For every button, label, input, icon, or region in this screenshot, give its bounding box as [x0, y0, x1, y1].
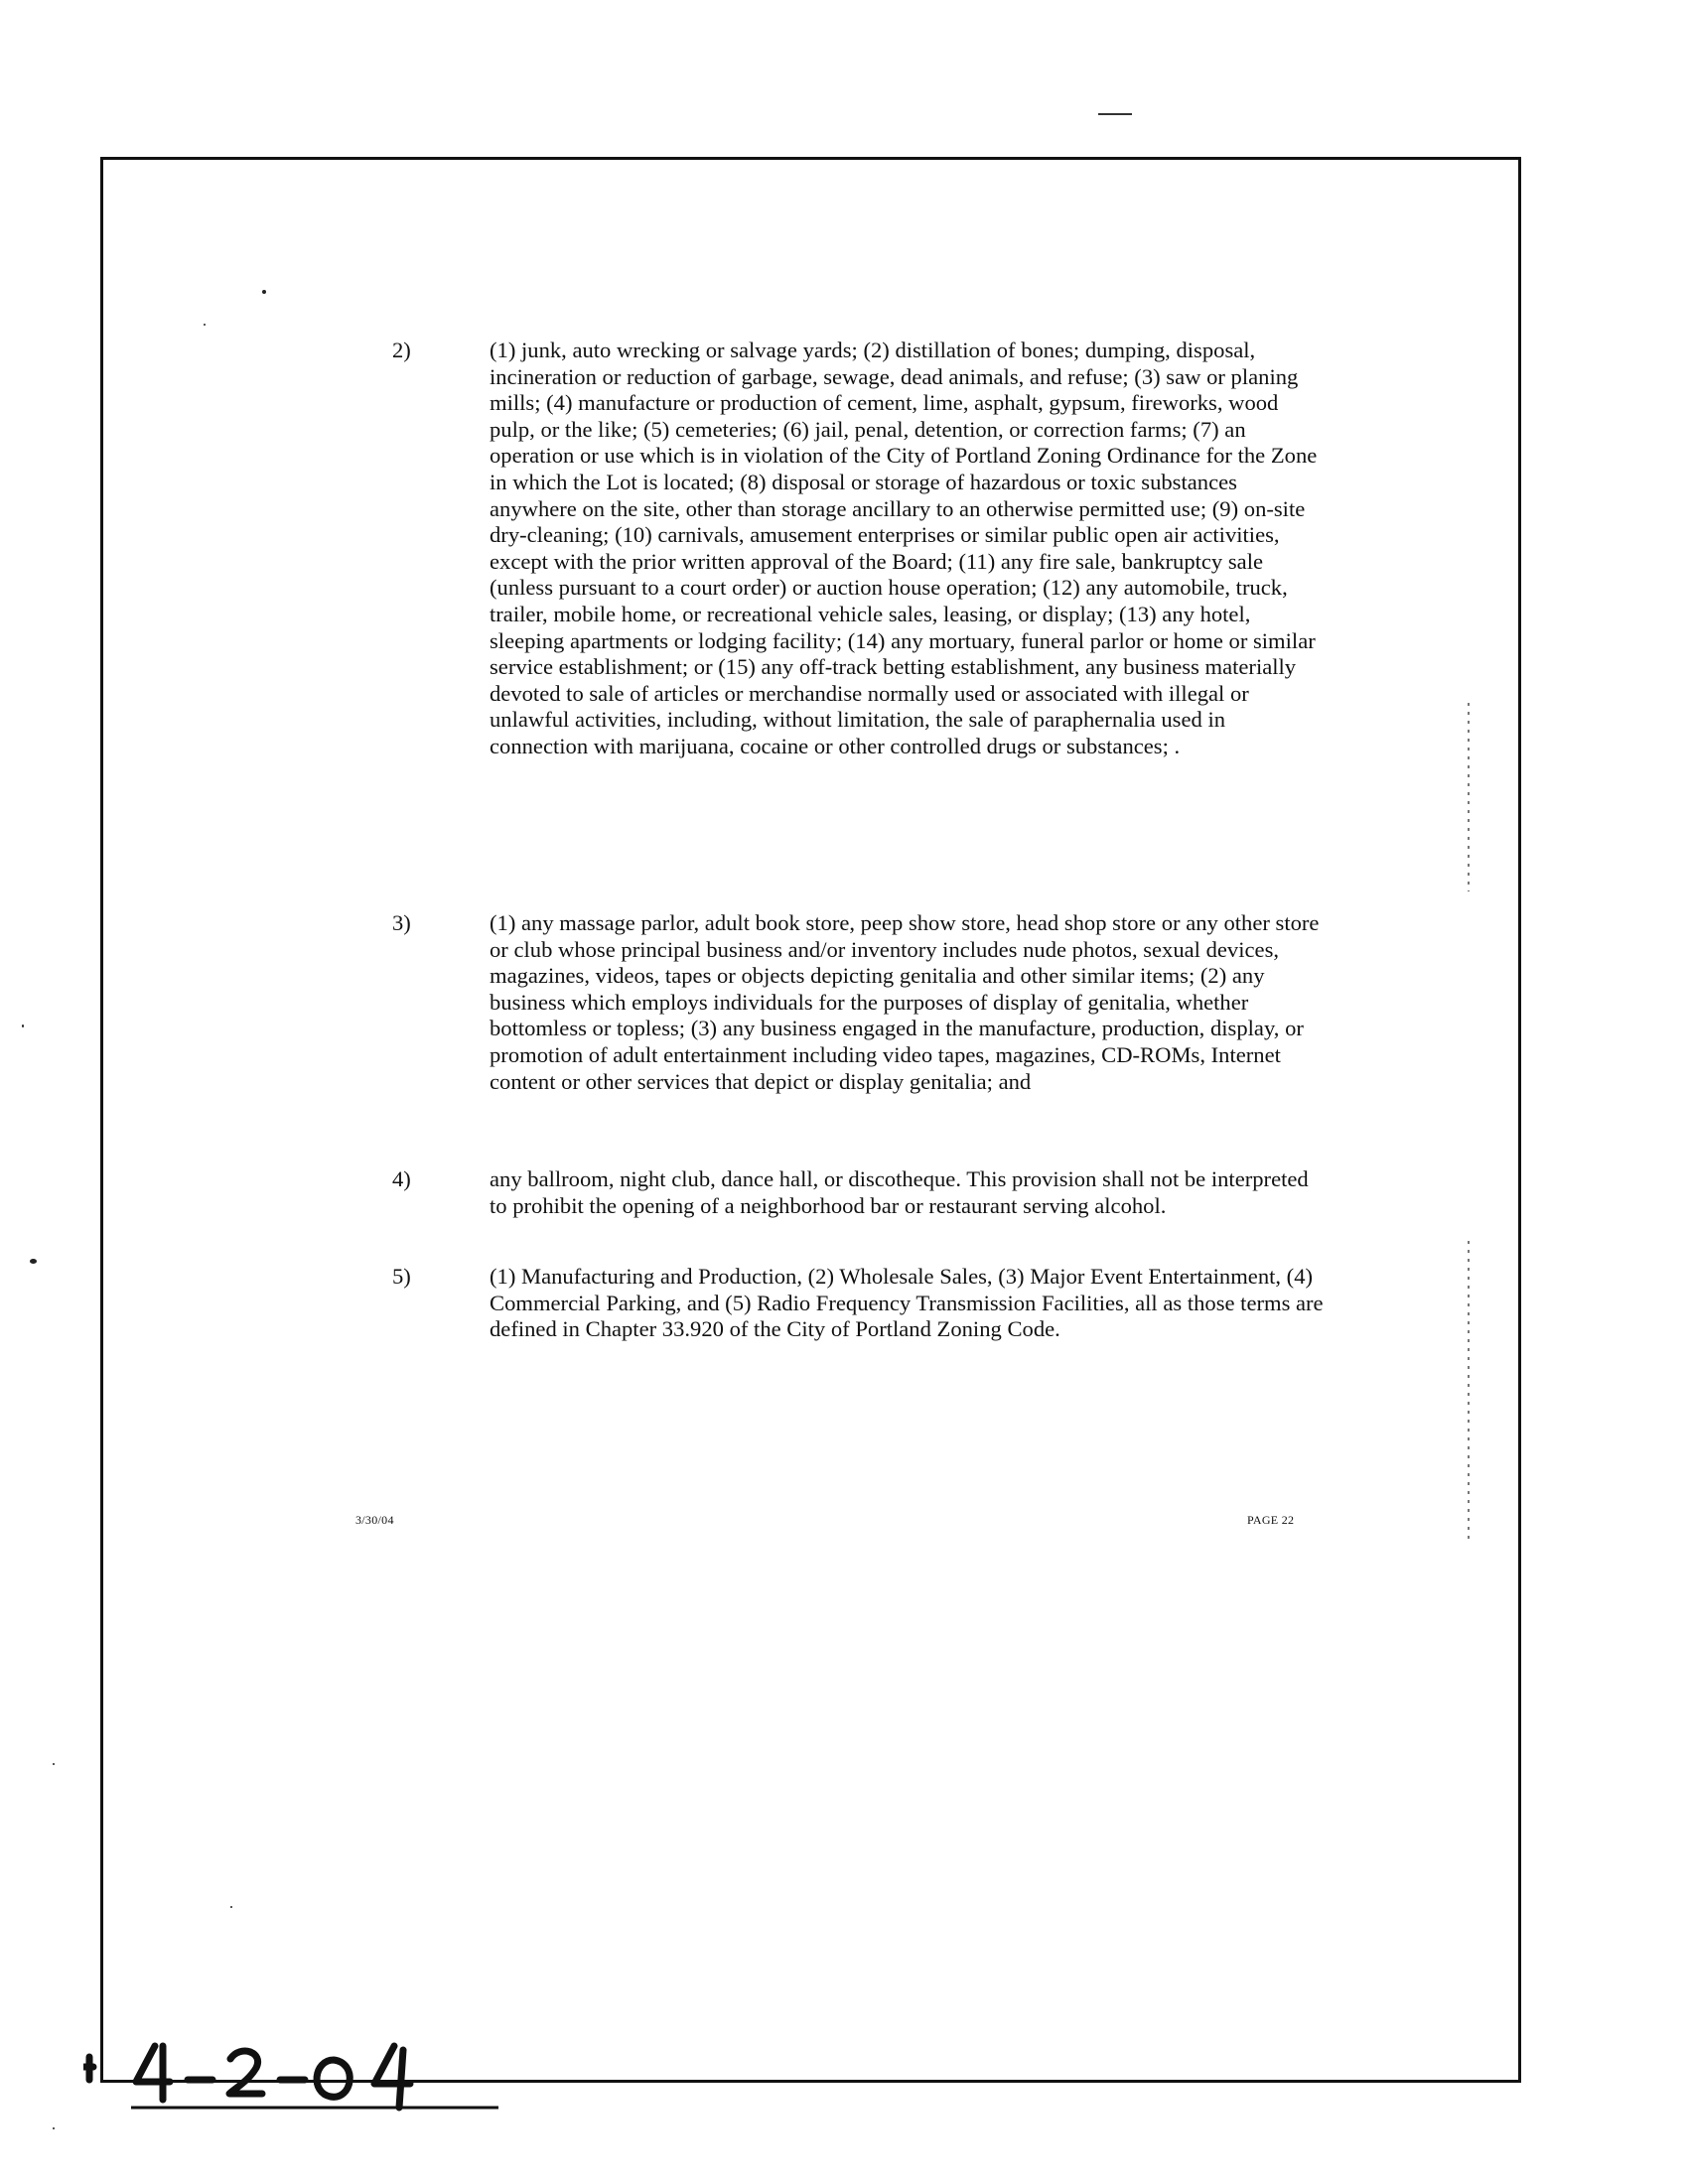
handwritten-four — [136, 2046, 170, 2100]
clause-text: (1) Manufacturing and Production, (2) Wholesale Sales, (3) Major Event Entertainment, (4) Commercial Parking, and (5) Radio Frequency Transmission Facilities, all as those terms are defined in Chapter 33.920 of the City of Portland Zoning Code. — [490, 1264, 1324, 1342]
scan-speck — [262, 290, 266, 294]
clause-number: 5) — [392, 1264, 411, 1289]
clause-text: (1) junk, auto wrecking or salvage yards; (2) distillation of bones; dumping, disposal, incineration or reduction of garbage, sewage, dead animals, and refuse; (3) saw or planing mills; (4) manufacture or production of cement, lime, asphalt, gypsum, fireworks, wood pulp, or the like; (5) cemeteries; (6) jail, penal, detention, or correction farms; (7) an operation or use which is in violation of the City of Portland Zoning Ordinance for the Zone in which the Lot is located; (8) disposal or storage of hazardous or toxic substances anywhere on the site, other than storage ancillary to an otherwise permitted use; (9) on-site dry-cleaning; (10) carnivals, amusement enterprises or similar public open air activities, except with the prior written approval of the Board; (11) any fire sale, bankruptcy sale (unless pursuant to a court order) or auction house operation; (12) any automobile, truck, trailer, mobile home, or recreational vehicle sales, leasing, or display; (13) any hotel, sleeping apartments or lodging facility; (14) any mortuary, funeral parlor or home or similar service establishment; or (15) any off-track betting establishment, any business materially devoted to sale of articles or merchandise normally used or associated with illegal or unlawful activities, including, without limitation, the sale of paraphernalia used in connection with marijuana, cocaine or other controlled drugs or substances; . — [490, 338, 1318, 758]
scan-speck — [22, 1024, 24, 1027]
handwritten-date — [83, 2022, 500, 2112]
clause-text: (1) any massage parlor, adult book store, peep show store, head shop store or any other store or club whose principal business and/or inventory includes nude photos, sexual devices, magazines, videos, tapes or objects depicting genitalia and other similar items; (2) any business which employs individuals for the purposes of display of genitalia, whether bottomless or topless; (3) any business engaged in the manufacture, production, display, or promotion of adult entertainment including video tapes, magazines, CD-ROMs, Internet content or other services that depict or display genitalia; and — [490, 910, 1320, 1094]
handwritten-two — [229, 2051, 262, 2094]
clause-text: any ballroom, night club, dance hall, or discotheque. This provision shall not be interpreted to prohibit the opening of a neighborhood bar or restaurant serving alcohol. — [490, 1166, 1309, 1218]
clause-number: 2) — [392, 338, 411, 362]
clause-number: 4) — [392, 1166, 411, 1191]
handwritten-zero — [317, 2060, 350, 2097]
scan-edge-noise — [1468, 703, 1470, 891]
handwritten-margin-mark — [84, 2057, 93, 2080]
scan-speck — [53, 2127, 55, 2129]
scan-mark-top — [1098, 113, 1132, 115]
scan-speck — [204, 324, 206, 326]
scan-speck — [30, 1259, 37, 1264]
clause-number: 3) — [392, 910, 411, 935]
scan-speck — [53, 1763, 55, 1765]
footer-date: 3/30/04 — [355, 1513, 394, 1527]
handwritten-four — [374, 2046, 410, 2108]
footer-page-number: PAGE 22 — [1247, 1513, 1295, 1527]
scan-edge-noise — [1468, 1241, 1470, 1541]
scan-speck — [230, 1906, 232, 1908]
